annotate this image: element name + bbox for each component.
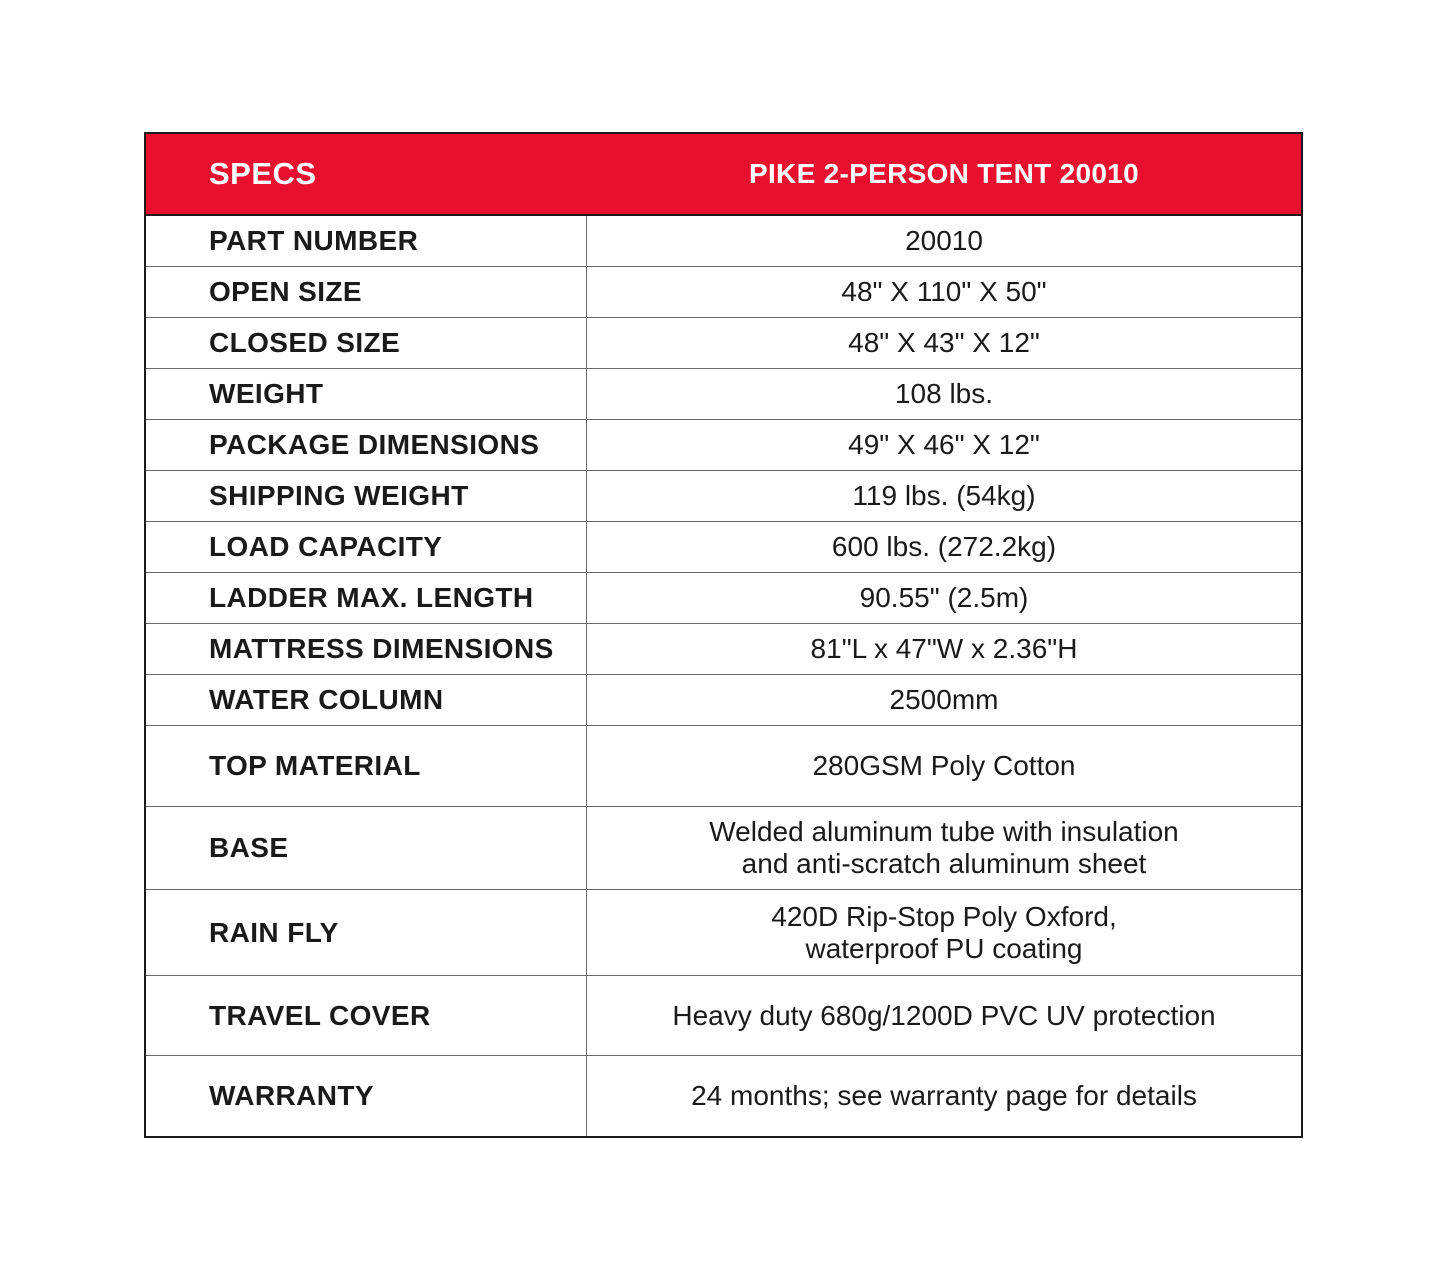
spec-value — [587, 675, 1301, 725]
spec-value-line: Heavy duty 680g/1200D PVC UV protection — [672, 999, 1216, 1031]
spec-label: PACKAGE DIMENSIONS — [146, 420, 587, 470]
spec-value — [587, 267, 1301, 317]
spec-value-line: 48" X 110" X 50" — [841, 276, 1047, 307]
spec-table — [144, 132, 1303, 1138]
spec-value-line: 600 lbs. (272.2kg) — [831, 531, 1057, 562]
spec-value-line: and anti-scratch aluminum sheet — [741, 848, 1147, 879]
header-product-name: PIKE 2-PERSON TENT 20010 — [749, 158, 1139, 189]
spec-value-line: 420D Rip-Stop Poly Oxford, — [771, 900, 1117, 932]
spec-value — [587, 216, 1301, 266]
table-row — [146, 522, 1301, 573]
spec-rows — [146, 216, 1301, 1136]
spec-label: WARRANTY — [146, 1056, 587, 1136]
spec-label: CLOSED SIZE — [146, 318, 587, 368]
spec-value-line: 81"L x 47"W x 2.36"H — [810, 633, 1078, 664]
spec-label: OPEN SIZE — [146, 267, 587, 317]
table-row — [146, 976, 1301, 1056]
spec-value-line: 20010 — [905, 225, 983, 256]
spec-value — [587, 807, 1301, 889]
spec-value-line: 280GSM Poly Cotton — [812, 750, 1076, 781]
table-row — [146, 318, 1301, 369]
table-row — [146, 369, 1301, 420]
spec-label: SHIPPING WEIGHT — [146, 471, 587, 521]
spec-value — [587, 522, 1301, 572]
table-row — [146, 471, 1301, 522]
table-row — [146, 267, 1301, 318]
spec-label: MATTRESS DIMENSIONS — [146, 624, 587, 674]
spec-value-line: 119 lbs. (54kg) — [852, 480, 1036, 511]
spec-value — [587, 1056, 1301, 1136]
spec-value — [587, 471, 1301, 521]
spec-label: LADDER MAX. LENGTH — [146, 573, 587, 623]
spec-label: RAIN FLY — [146, 890, 587, 975]
table-header — [146, 134, 1301, 216]
table-row — [146, 1056, 1301, 1136]
spec-value-line: 24 months; see warranty page for details — [691, 1080, 1197, 1111]
spec-value — [587, 420, 1301, 470]
spec-label: TRAVEL COVER — [146, 976, 587, 1055]
table-row — [146, 726, 1301, 807]
table-row — [146, 573, 1301, 624]
spec-label: BASE — [146, 807, 587, 889]
spec-value — [587, 369, 1301, 419]
spec-label: WEIGHT — [146, 369, 587, 419]
spec-value-line: 90.55" (2.5m) — [859, 582, 1029, 613]
spec-value — [587, 890, 1301, 975]
spec-label: TOP MATERIAL — [146, 726, 587, 806]
spec-value-line: 2500mm — [889, 684, 999, 715]
table-row — [146, 624, 1301, 675]
table-row — [146, 216, 1301, 267]
spec-value — [587, 624, 1301, 674]
spec-value — [587, 726, 1301, 806]
spec-label: WATER COLUMN — [146, 675, 587, 725]
spec-value — [587, 573, 1301, 623]
spec-value-line: 108 lbs. — [894, 378, 994, 409]
spec-value-line: waterproof PU coating — [805, 932, 1083, 964]
table-row — [146, 420, 1301, 471]
spec-label: LOAD CAPACITY — [146, 522, 587, 572]
spec-value-line: 49" X 46" X 12" — [848, 429, 1040, 460]
table-row — [146, 890, 1301, 976]
header-specs-label: SPECS — [209, 156, 317, 191]
spec-value-line: 48" X 43" X 12" — [848, 327, 1040, 358]
table-row — [146, 675, 1301, 726]
spec-value — [587, 318, 1301, 368]
spec-label: PART NUMBER — [146, 216, 587, 266]
spec-value-line: Welded aluminum tube with insulation — [709, 816, 1179, 847]
table-row — [146, 807, 1301, 890]
spec-value — [587, 976, 1301, 1055]
